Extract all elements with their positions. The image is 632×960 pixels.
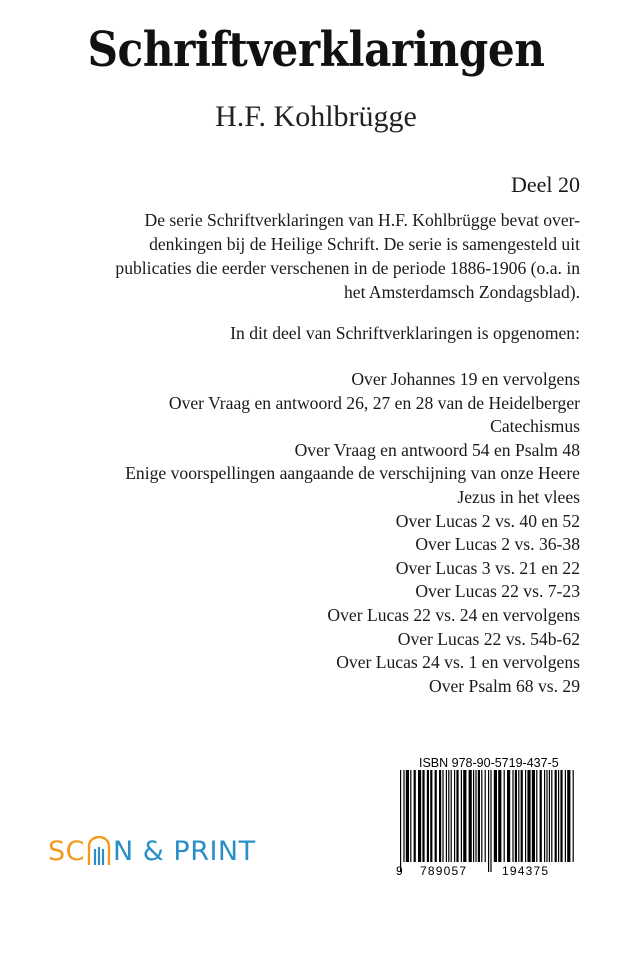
- barcode-bar: [446, 770, 447, 862]
- contents-heading: In dit deel van Schriftverklaringen is opgenomen:: [230, 323, 580, 343]
- contents-item: Enige voorspellingen aangaande de verschijning van onze Heere: [125, 463, 580, 484]
- barcode-bar: [573, 770, 574, 862]
- barcode-bar: [549, 770, 550, 862]
- barcode-bar: [406, 770, 409, 862]
- barcode-bar: [403, 770, 404, 862]
- volume-number: Deel 20: [510, 172, 580, 197]
- barcode-bar: [518, 770, 519, 862]
- barcode-bar: [461, 770, 462, 862]
- logo-text-part2: N & PRINT: [113, 835, 256, 867]
- barcode-digit-first: 9: [396, 864, 403, 878]
- contents-item: Over Lucas 24 vs. 1 en vervolgens: [336, 652, 580, 673]
- barcode-bar: [454, 770, 455, 862]
- barcode-bar: [451, 770, 452, 862]
- barcode-bar: [560, 770, 562, 862]
- contents-item: Jezus in het vlees: [457, 486, 580, 507]
- barcode-bar: [448, 770, 449, 862]
- barcode-bar: [418, 770, 421, 862]
- barcode-bar: [456, 770, 458, 862]
- barcode-bar: [463, 770, 466, 862]
- contents-item: Over Johannes 19 en vervolgens: [351, 369, 580, 389]
- contents-item: Over Lucas 2 vs. 40 en 52: [395, 510, 580, 531]
- contents-item: Over Lucas 22 vs. 24 en vervolgens: [327, 604, 580, 625]
- contents-item: Over Lucas 2 vs. 36-38: [415, 534, 580, 555]
- barcode-bar: [400, 770, 401, 872]
- barcode-bar: [469, 770, 472, 862]
- barcode-bar: [442, 770, 443, 862]
- description-line: denkingen bij de Heilige Schrift. De serie is samengesteld uit: [149, 234, 580, 254]
- barcode-bar: [551, 770, 552, 862]
- barcode-bar: [494, 770, 497, 862]
- description-line: het Amsterdamsch Zondagsblad).: [344, 282, 580, 302]
- contents-list: [60, 368, 580, 698]
- barcode-bar: [567, 770, 570, 862]
- barcode-bar: [521, 770, 523, 862]
- barcode-bar: [504, 770, 505, 862]
- contents-item: Over Lucas 22 vs. 54b-62: [397, 628, 580, 649]
- barcode-bar: [498, 770, 501, 862]
- publisher-logo: [48, 834, 256, 868]
- barcode-bar: [512, 770, 513, 862]
- barcode-icon: [398, 770, 580, 874]
- barcode-bar: [515, 770, 517, 862]
- barcode-bar: [478, 770, 480, 862]
- series-description: [66, 208, 580, 304]
- barcode-bar: [422, 770, 424, 862]
- contents-item: Catechismus: [490, 416, 580, 437]
- contents-item: Over Vraag en antwoord 54 en Psalm 48: [294, 439, 580, 460]
- barcode-bar: [473, 770, 474, 862]
- isbn-label: ISBN 978-90-5719-437-5: [419, 756, 559, 770]
- barcode-bar: [555, 770, 557, 862]
- barcode-bar: [435, 770, 437, 862]
- barcode-bar: [527, 770, 530, 862]
- contents-item: Over Psalm 68 vs. 29: [428, 675, 580, 696]
- description-line: publicaties die eerder verschenen in de periode 1886-1906 (o.a. in: [115, 258, 580, 278]
- barcode-bar: [488, 770, 489, 872]
- author-name: H.F. Kohlbrügge: [215, 100, 417, 133]
- barcode-bar: [427, 770, 429, 862]
- barcode-bar: [414, 770, 416, 862]
- arch-columns-icon: [86, 836, 112, 866]
- barcode-bar: [485, 770, 486, 862]
- barcode-bar: [540, 770, 542, 862]
- barcode-bar: [558, 770, 559, 862]
- contents-item: Over Lucas 22 vs. 7-23: [415, 581, 580, 602]
- barcode-digits-left: 789057: [420, 864, 468, 878]
- barcode-bar: [490, 770, 491, 872]
- barcode-bar: [430, 770, 432, 862]
- book-title: Schriftverklaringen: [87, 22, 545, 78]
- barcode-bar: [544, 770, 545, 862]
- barcode-bar: [481, 770, 482, 862]
- barcode-digits-right: 194375: [502, 864, 550, 878]
- contents-item: Over Vraag en antwoord 26, 27 en 28 van de Heidelberger: [168, 392, 580, 413]
- description-line: De serie Schriftverklaringen van H.F. Kohlbrügge bevat over-: [144, 210, 580, 230]
- barcode-bar: [507, 770, 510, 862]
- contents-item: Over Lucas 3 vs. 21 en 22: [395, 557, 580, 578]
- barcode-bar: [532, 770, 535, 862]
- barcode-bar: [475, 770, 476, 862]
- barcode-bar: [410, 770, 411, 862]
- logo-text-part1: SC: [48, 835, 85, 867]
- barcode-bar: [565, 770, 566, 862]
- barcode-bar: [536, 770, 537, 862]
- barcode-bar: [525, 770, 526, 862]
- barcode-bar: [439, 770, 441, 862]
- barcode-bar: [546, 770, 547, 862]
